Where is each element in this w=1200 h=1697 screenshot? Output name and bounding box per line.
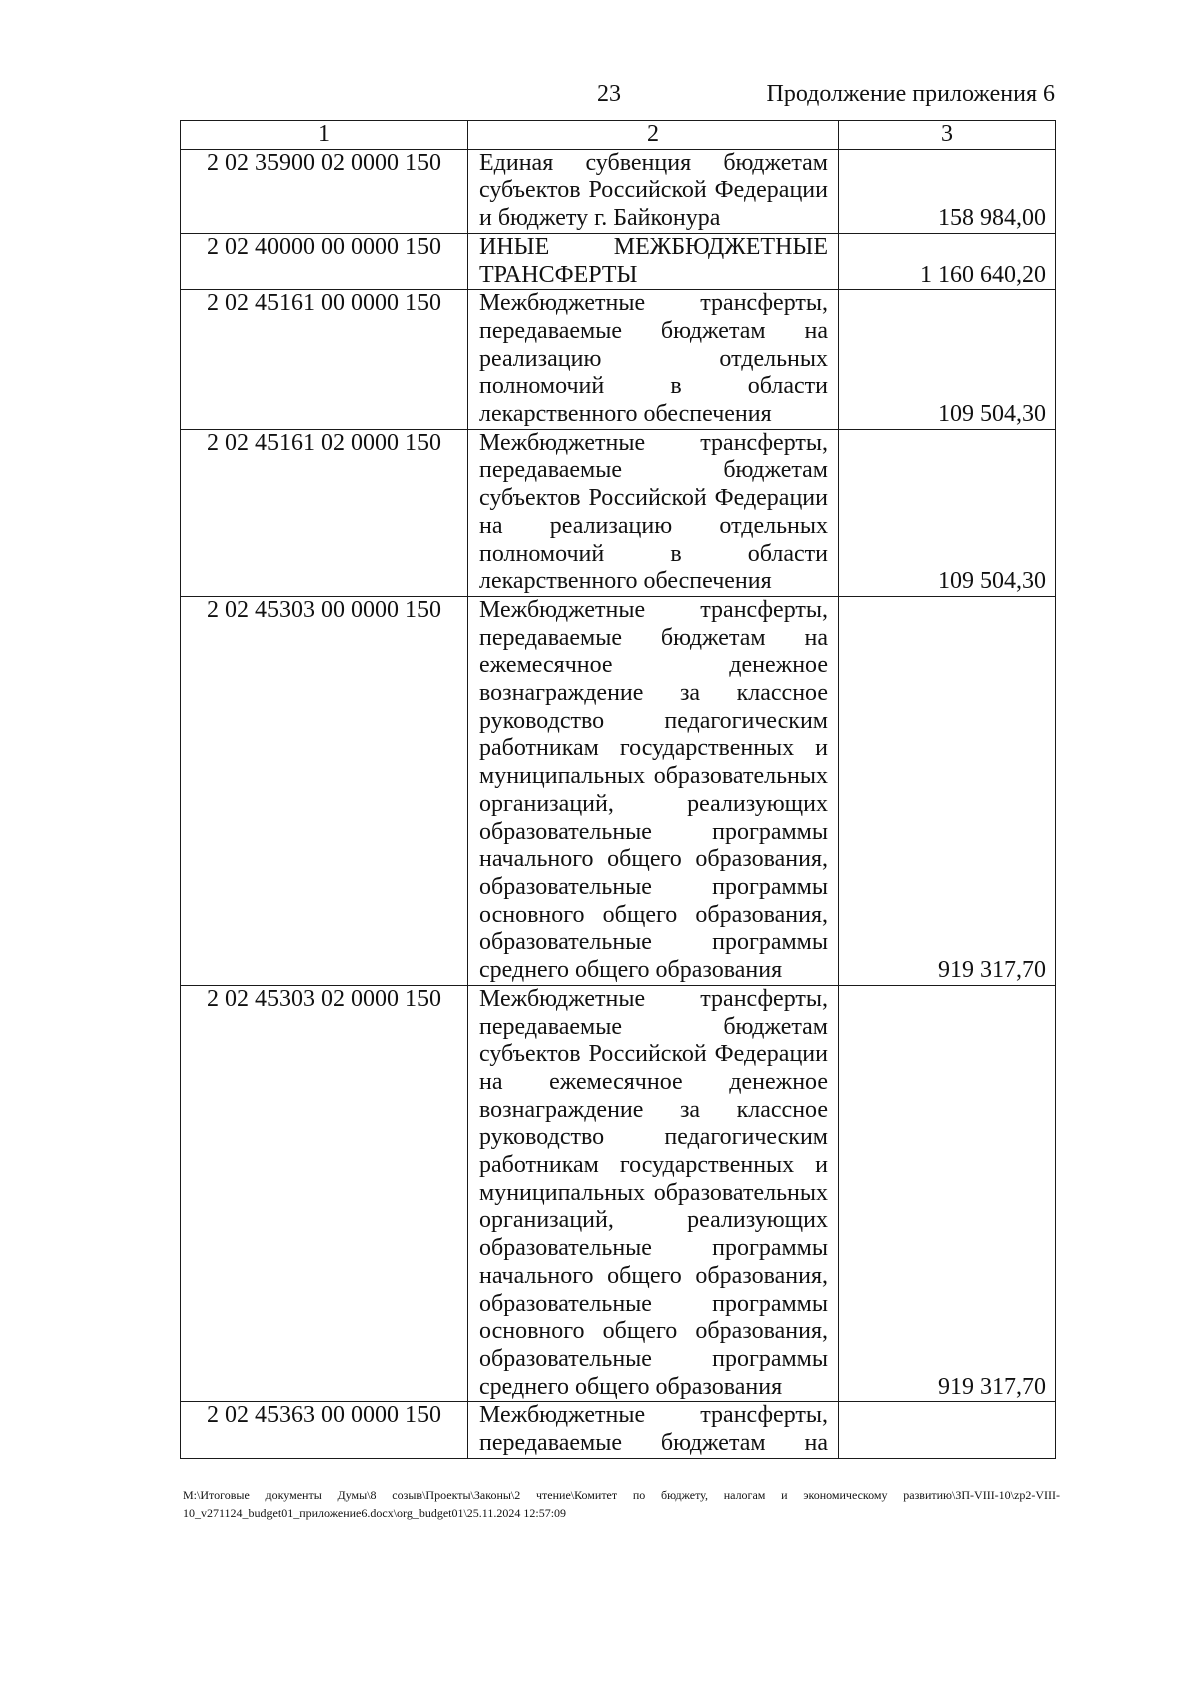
footer-path-line: 10_v271124_budget01_приложение6.docx\org_budget01\25.11.2024 12:57:09 [183, 1506, 567, 1520]
table-row [181, 429, 1056, 596]
description-line: ТРАНСФЕРТЫ [479, 261, 638, 288]
description-line: полномочий в области [479, 373, 828, 400]
description-line: организаций, реализующих [479, 790, 828, 817]
budget-code-cell: 2 02 35900 02 0000 150 [181, 149, 468, 233]
amount-cell: 919 317,70 [839, 596, 1056, 985]
budget-code-cell: 2 02 45303 02 0000 150 [181, 985, 468, 1402]
amount-cell [839, 1402, 1056, 1458]
table-row [181, 596, 1056, 985]
description-line: субъектов Российской Федерации [479, 485, 828, 512]
table-row [181, 1402, 1056, 1458]
budget-code-cell: 2 02 45303 00 0000 150 [181, 596, 468, 985]
description-line: работникам государственных и [479, 735, 828, 762]
description-line: Межбюджетные трансферты, [479, 596, 828, 623]
description-line: полномочий в области [479, 540, 828, 567]
budget-code-cell: 2 02 45161 00 0000 150 [181, 290, 468, 430]
table-row [181, 149, 1056, 233]
column-header-code: 1 [181, 121, 468, 150]
description-line: руководство педагогическим [479, 1124, 828, 1151]
description-line: передаваемые бюджетам на [479, 624, 828, 651]
description-line: начального общего образования, [479, 846, 828, 873]
description-line: вознаграждение за классное [479, 680, 828, 707]
description-line: работникам государственных и [479, 1152, 828, 1179]
description-line: начального общего образования, [479, 1262, 828, 1289]
description-line: образовательные программы [479, 818, 828, 845]
description-line: передаваемые бюджетам на [479, 1430, 828, 1457]
description-cell [468, 149, 839, 233]
description-cell [468, 233, 839, 289]
description-line: организаций, реализующих [479, 1207, 828, 1234]
description-line: ежемесячное денежное [479, 652, 828, 679]
description-line: образовательные программы [479, 1345, 828, 1372]
description-line: передаваемые бюджетам [479, 1013, 828, 1040]
description-line: образовательные программы [479, 1290, 828, 1317]
description-line: реализацию отдельных [479, 345, 828, 372]
description-line: основного общего образования, [479, 1318, 828, 1345]
description-line: на реализацию отдельных [479, 512, 828, 539]
page-number: 23 [597, 81, 621, 107]
description-line: муниципальных образовательных [479, 763, 828, 790]
description-line: образовательные программы [479, 1235, 828, 1262]
description-line: основного общего образования, [479, 901, 828, 928]
column-header-name: 2 [468, 121, 839, 150]
description-cell [468, 290, 839, 430]
description-cell [468, 985, 839, 1402]
description-line: передаваемые бюджетам [479, 457, 828, 484]
description-line: лекарственного обеспечения [479, 568, 772, 595]
description-line: на ежемесячное денежное [479, 1068, 828, 1095]
table-row [181, 985, 1056, 1402]
budget-code-cell: 2 02 45363 00 0000 150 [181, 1402, 468, 1458]
description-line: лекарственного обеспечения [479, 401, 772, 428]
budget-code-cell: 2 02 40000 00 0000 150 [181, 233, 468, 289]
description-line: Межбюджетные трансферты, [479, 1402, 828, 1429]
description-line: субъектов Российской Федерации [479, 177, 828, 204]
column-header-amount: 3 [839, 121, 1056, 150]
table-body [181, 149, 1056, 1458]
description-line: муниципальных образовательных [479, 1179, 828, 1206]
description-line: и бюджету г. Байконура [479, 205, 721, 232]
description-line: передаваемые бюджетам на [479, 317, 828, 344]
table-row [181, 233, 1056, 289]
amount-cell: 109 504,30 [839, 429, 1056, 596]
amount-cell: 109 504,30 [839, 290, 1056, 430]
description-line: ИНЫЕ МЕЖБЮДЖЕТНЫЕ [479, 233, 828, 260]
amount-cell: 158 984,00 [839, 149, 1056, 233]
description-line: вознаграждение за классное [479, 1096, 828, 1123]
appendix-continuation-label: Продолжение приложения 6 [766, 81, 1055, 107]
footer-file-path [183, 1486, 1060, 1522]
budget-code-cell: 2 02 45161 02 0000 150 [181, 429, 468, 596]
description-line: Межбюджетные трансферты, [479, 290, 828, 317]
description-line: среднего общего образования [479, 957, 783, 984]
description-cell [468, 596, 839, 985]
description-line: Единая субвенция бюджетам [479, 149, 828, 176]
description-line: субъектов Российской Федерации [479, 1041, 828, 1068]
description-cell [468, 1402, 839, 1458]
amount-cell: 919 317,70 [839, 985, 1056, 1402]
table-header-row [181, 121, 1056, 150]
budget-table [180, 120, 1056, 1459]
table-row [181, 290, 1056, 430]
footer-path-line: М:\Итоговые документы Думы\8 созыв\Проекты\Законы\2 чтение\Комитет по бюджету, налогам и экономическому развитию\ЗП-VIII-10\zp2-VIII- [183, 1488, 1060, 1502]
description-line: образовательные программы [479, 929, 828, 956]
description-line: руководство педагогическим [479, 707, 828, 734]
amount-cell: 1 160 640,20 [839, 233, 1056, 289]
description-line: Межбюджетные трансферты, [479, 985, 828, 1012]
description-cell [468, 429, 839, 596]
description-line: Межбюджетные трансферты, [479, 429, 828, 456]
description-line: среднего общего образования [479, 1373, 783, 1400]
description-line: образовательные программы [479, 873, 828, 900]
